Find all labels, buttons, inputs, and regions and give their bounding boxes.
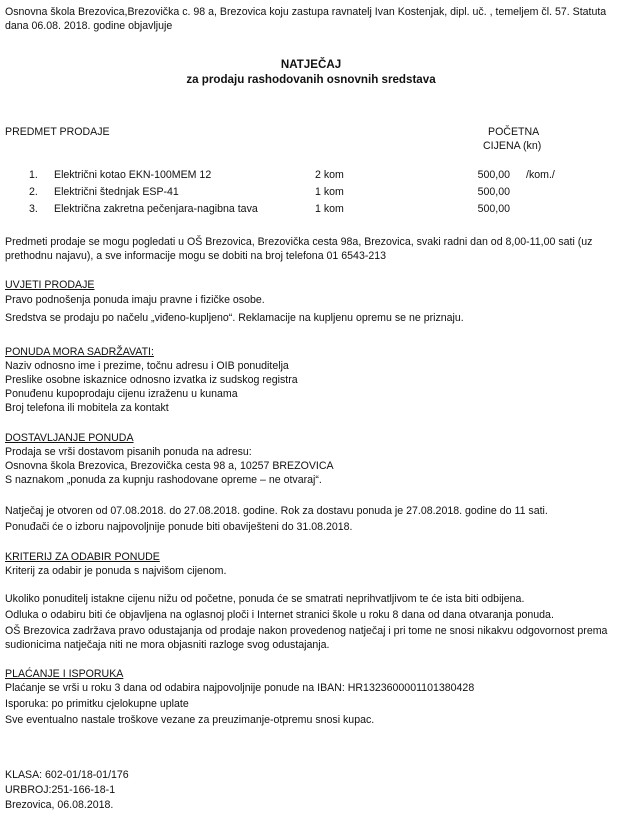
dates-line: Ponuđači će o izboru najpovoljnije ponude biti obaviješteni do 31.08.2018. [5,521,353,533]
dates-section [5,504,617,534]
item-quantity: 2 kom [315,169,344,181]
dates-line: Natječaj je otvoren od 07.08.2018. do 27.08.2018. godine. Rok za dostavu ponuda je 27.08.2018. godine do 11 sati. [5,505,548,517]
list-item [5,202,617,219]
items-list [5,168,617,219]
notes-section [5,592,617,652]
item-quantity: 1 kom [315,186,344,198]
conditions-line: Sredstva se prodaju po načelu „viđeno-kupljeno“. Reklamacije na kupljenu opremu se ne priznaju. [5,312,464,324]
delivery-line: Osnovna škola Brezovica, Brezovička cesta 98 a, 10257 BREZOVICA [5,460,334,472]
item-price: 500,00 [477,203,510,215]
klasa-line: KLASA: 602-01/18-01/176 [5,769,129,781]
offer-section [5,345,617,415]
note-line: Ukoliko ponuditelj istakne cijenu nižu od početne, ponuda će se smatrati neprihvatljivom te će ista biti odbijena. [5,593,525,605]
document-title: NATJEČAJ [280,58,342,71]
offer-line: Broj telefona ili mobitela za kontakt [5,402,169,414]
note-line: Odluka o odabiru biti će objavljena na oglasnoj ploči i Internet stranici škole u roku 8 dana od dana otvaranja ponuda. [5,609,554,621]
item-number: 2. [29,186,38,198]
viewing-paragraph: Predmeti prodaje se mogu pogledati u OŠ Brezovica, Brezovička cesta 98a, Brezovica, svaki radni dan od 8,00-11,00 sati (uz prethodnu najavu), a sve informacije mogu se dobiti na broj telefona 01 6543-213 [5,236,593,262]
urbroj-line: URBROJ:251-166-18-1 [5,784,116,796]
title-block [5,57,617,87]
item-price: 500,00 [477,186,510,198]
item-number: 3. [29,203,38,215]
offer-heading: PONUDA MORA SADRŽAVATI: [5,346,154,358]
item-name: Električni kotao EKN-100MEM 12 [54,169,212,181]
signature-block [5,768,129,812]
offer-line: Preslike osobne iskaznice odnosno izvatka iz sudskog registra [5,374,298,386]
item-name: Električna zakretna pečenjara-nagibna tava [54,203,258,215]
payment-line: Plaćanje se vrši u roku 3 dana od odabira najpovoljnije ponude na IBAN: HR1323600001101380428 [5,682,475,694]
delivery-section [5,431,617,487]
offer-line: Ponuđenu kupoprodaju cijenu izraženu u kunama [5,388,238,400]
conditions-line: Pravo podnošenja ponuda imaju pravne i fizičke osobe. [5,294,265,306]
item-number: 1. [29,169,38,181]
conditions-section [5,278,617,325]
list-item [5,185,617,202]
price-header [483,125,541,153]
payment-section [5,667,617,727]
criteria-line: Kriterij za odabir je ponuda s najvišom cijenom. [5,565,227,577]
list-item [5,168,617,185]
document-subtitle: za prodaju rashodovanih osnovnih sredstava [186,73,436,86]
note-line: OŠ Brezovica zadržava pravo odustajanja od prodaje nakon provedenog natječaj i pri tome ne snosi nikakvu odgovornost prema sudionicima natječaja niti ne mora objasniti razloge svog odustajanja. [5,625,608,651]
conditions-heading: UVJETI PRODAJE [5,279,95,291]
price-header-line2: CIJENA (kn) [483,140,542,152]
delivery-heading: DOSTAVLJANJE PONUDA [5,432,134,444]
item-unit: /kom./ [526,169,555,181]
payment-line: Isporuka: po primitku cjelokupne uplate [5,698,189,710]
delivery-line: S naznakom „ponuda za kupnju rashodovane opreme – ne otvaraj“. [5,474,322,486]
payment-line: Sve eventualno nastale troškove vezane za preuzimanje-otpremu snosi kupac. [5,714,375,726]
payment-heading: PLAĆANJE I ISPORUKA [5,668,124,680]
offer-line: Naziv odnosno ime i prezime, točnu adresu i OIB ponuditelja [5,360,289,372]
delivery-line: Prodaja se vrši dostavom pisanih ponuda na adresu: [5,446,252,458]
criteria-section [5,550,617,578]
intro-paragraph: Osnovna škola Brezovica,Brezovička c. 98 a, Brezovica koju zastupa ravnatelj Ivan Kostenjak, dipl. uč. , temeljem čl. 57. Statuta dana 06.08. 2018. godine objavljuje [5,6,607,32]
subject-header: PREDMET PRODAJE [5,126,110,138]
items-header [5,125,617,155]
item-name: Električni štednjak ESP-41 [54,186,179,198]
item-quantity: 1 kom [315,203,344,215]
place-date-line: Brezovica, 06.08.2018. [5,799,114,811]
price-header-line1: POČETNA [488,126,540,138]
item-price: 500,00 [477,169,510,181]
criteria-heading: KRITERIJ ZA ODABIR PONUDE [5,551,160,563]
